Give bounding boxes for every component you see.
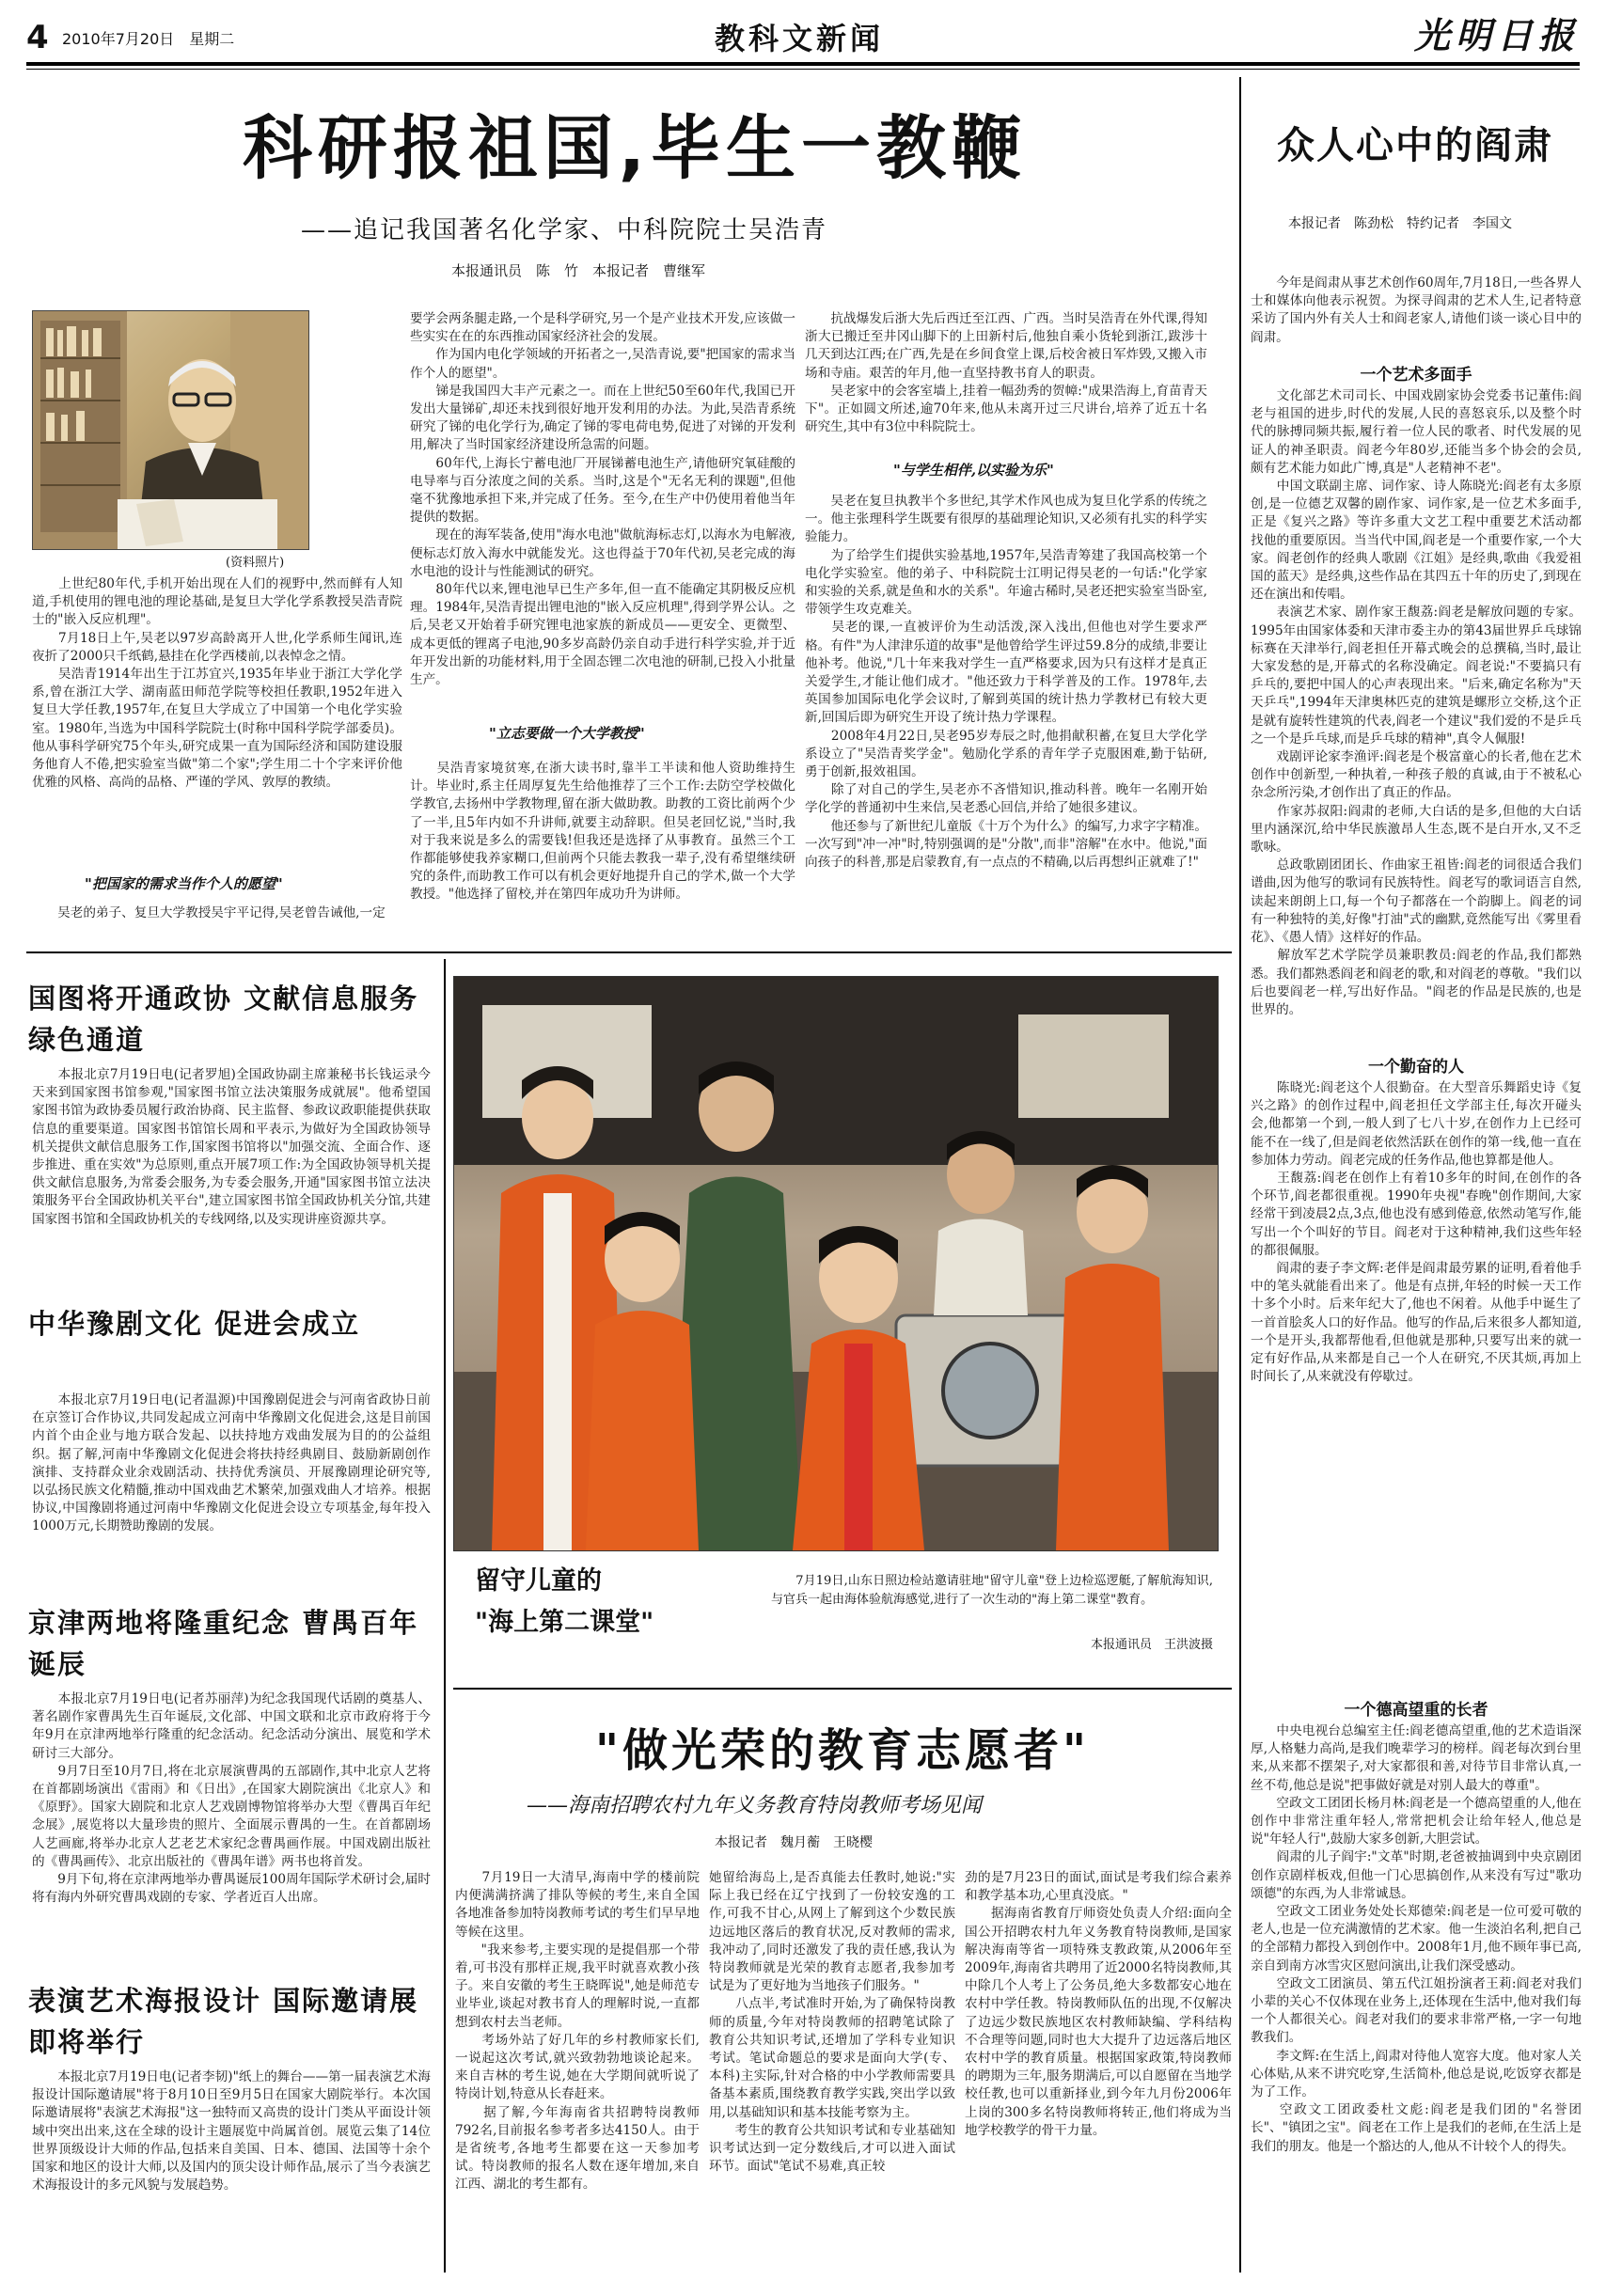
education-column-2: 她留给海岛上,是否真能去任教时,她说:"实际上我已经在辽宁找到了一份较安逸的工作,可我不甘心,从网上了解到这个少数民族边远地区落后的教育状况,反对教师的需求,我冲动了,同时还激发了我的责任感,我认为特岗教师就是光荣的教育志愿者,我参加考试是为了更好地为当地孩子们服务。" 八点半,考试准时开始,为了确保特岗教师的质量,今年对特岗教师的招聘笔试除了教育公共知识考试,还增加了学科专业知识考试。笔试命题总的要求是面向大学(专、本科)主实际,针对合格的中小学教师需要具备基本素质,围绕教育教学实践,突出学以致用,以基础知识和基本技能考察为主。 考生的教育公共知识考试和专业基础知识考试达到一定分数线后,才可以进入面试环节。面试"笔试不易难,真正较 (709, 1870, 955, 2175)
header-rule-thick (26, 62, 1580, 66)
lead-column-2b: 吴浩青家境贫寒,在浙大读书时,靠半工半读和他人资助维持生计。毕业时,系主任周厚复先生给他推荐了三个工作:去防空学校做化学教官,去扬州中学教物理,留在浙大做助教。助教的工资比前两个少了一半,且5年内如不升讲师,就要主动辞职。但吴老回忆说,"当时,我对于我来说是多么的需要钱!但我还是选择了从事教育。虽然三个工作都能够使我养家糊口,但前两个只能去教我一辈子,没有希望继续研究的条件,而助教工作可以有机会更好地提升自己的学术,做一个大学教授。"他选择了留校,并在第四年成功升为讲师。 (410, 761, 795, 903)
scientist-illustration (33, 311, 308, 549)
right-section-2-title: 一个勤奋的人 (1368, 1058, 1464, 1077)
brief-3-headline: 京津两地将隆重纪念 曹禺百年诞辰 (28, 1607, 419, 1680)
education-column-3: 劲的是7月23日的面试,面试是考我们综合素养和教学基本功,心里真没底。" 据海南省教育厅师资处负责人介绍:面向全国公开招聘农村九年义务教育特岗教师,是国家解决海南等省一项特殊支教政策,从2006年至2009年,海南省共聘用了近2000名特岗教师,其中除几个人考上了公务员,绝大多数都安心地在农村中学任教。特岗教师队伍的出现,不仅解决了边远少数民族地区农村教师缺编、学科结构不合理等问题,同时也大大提升了边远落后地区农村中学的教育质量。根据国家政策,特岗教师的聘期为三年,服务期满后,可以自愿留在当地学校任教,也可以重新择业,到今年九月份2006年上岗的300多名特岗教师将转正,他们将成为当地学校教学的骨干力量。 (965, 1870, 1232, 2138)
right-section-1: 文化部艺术司司长、中国戏剧家协会党委书记董伟:阎老与祖国的进步,时代的发展,人民的喜怒哀乐,以及整个时代的脉搏同频共振,履行着一位人民的歌者、时代发展的见证人的神圣职责。阎老今年80岁,还能当多个协会的会员,颇有艺术能力如此广博,真是"人老精神不老"。 中国文联副主席、词作家、诗人陈晓光:阎老有太多原创,是一位德艺双馨的剧作家、词作家,是一位艺术多面手,正是《复兴之路》等许多重大文艺工程中重要艺术活动都找他的重要原因。当当代中国,阎老是一个重要作家,一个大家。阎老创作的经典人歌剧《江姐》是经典,歌曲《我爱祖国的蓝天》是经典,这些作品在其四五十年的历史了,到现在还在演出和传唱。 表演艺术家、剧作家王馥荔:阎老是解放问题的专家。1995年由国家体委和天津市委主办的第43届世界乒乓球锦标赛在天津举行,阎老担任开幕式晚会的总撰稿,当时,最让大家发愁的是,开幕式的名称没确定。阎老说:"不要搞只有乒乓的,要把中国人的心声表现出来。"后来,确定名称为"天天乒乓",1994年天津奥林匹克的建筑是螺形立交桥,这个正是就有旋转性建筑的代表,阎老一个建议"我们爱的不是乒乓之一个是乒乓球,而是乒乓球的精神",真令人佩服! 戏剧评论家李渔评:阎老是个极富童心的长者,他在艺术创作中创新型,一种执着,一种孩子般的真诚,由于不被私心杂念所污染,才创作出了真正的作品。 作家苏叔阳:阎肃的老师,大白话的是多,但他的大白话里内涵深沉,给中华民族激昂人生态,既不是白开水,又不乏歌咏。 总政歌剧团团长、作曲家王祖皆:阎老的词很适合我们谱曲,因为他写的歌词有民族特性。阎老写的歌词语言自然,读起来朗朗上口,每一个句子都落在一个韵脚上。阎老的词有一种独特的美,好像"打油"式的幽默,竟然能写出《雾里看花》、《愚人情》这样好的作品。 解放军艺术学院学员兼职教员:阎老的作品,我们都熟悉。我们都熟悉阎老和阎老的歌,和对阎老的尊敬。"我们以后也要阎老一样,写出好作品。"阎老的作品是民族的,也是世界的。 (1251, 388, 1582, 1017)
photo-feature-title: 留守儿童的 "海上第二课堂" (475, 1566, 654, 1637)
education-byline: 本报记者 魏月蘅 王晓樱 (715, 1835, 873, 1850)
lead-headline: 科研报祖国,毕生一教鞭 (242, 108, 1028, 189)
header-rule-thin (26, 69, 1580, 70)
brief-4-headline: 表演艺术海报设计 国际邀请展即将举行 (28, 1985, 419, 2058)
right-intro: 今年是阎肃从事艺术创作60周年,7月18日,一些各界人士和媒体向他表示祝贺。为探寻阎肃的艺术人生,记者特意采访了国内外有关人士和阎老家人,请他们谈一谈心目中的阎肃。 (1251, 275, 1582, 345)
lead-byline: 本报通讯员 陈 竹 本报记者 曹继军 (451, 262, 706, 279)
right-byline: 本报记者 陈劲松 特约记者 李国文 (1288, 216, 1512, 231)
right-section-2: 陈晓光:阎老这个人很勤奋。在大型音乐舞蹈史诗《复兴之路》的创作过程中,阎老担任文学部主任,每次开碰头会,他都第一个到,一般人到了七八十岁,在创作力上已经可能不在一线了,但是阎老依然活跃在创作的第一线,他一直在参加体力劳动。阎老完成的任务作品,他也算都是他人。 王馥荔:阎老在创作上有着10多年的时间,在创作的各个环节,阎老都很重视。1990年央视"春晚"创作期间,大家经常干到凌晨2点,3点,他也没有感到倦意,依然动笔写作,能写出一个个叫好的节目。阎老对于这种精神,我们这些年轻的都很佩服。 阎肃的妻子李文辉:老伴是阎肃最劳累的证明,看着他手中的笔头就能看出来了。他是有点拼,年轻的时候一天工作十多个小时。后来年纪大了,他也不闲着。从他手中诞生了一首首脍炙人口的好作品。他写的作品,后来很多人都知道,一个是开头,我都帮他看,但他就是那种,只要写出来的就一定有好作品,从来都是自己一个人在研究,不厌其烦,再加上时间长了,从来就没有停歇过。 (1251, 1080, 1582, 1385)
left-column-divider (444, 959, 446, 2272)
lead-subhead-1: "把国家的需求当作个人的愿望" (85, 875, 283, 892)
lead-column-1b: 吴老的弟子、复旦大学教授吴宇平记得,吴老曾告诫他,一定 (32, 905, 386, 920)
education-headline: "做光荣的教育志愿者" (594, 1724, 1091, 1777)
lead-bottom-rule (26, 951, 1232, 953)
education-column-1: 7月19日一大清早,海南中学的楼前院内便满满挤满了排队等候的考生,来自全国各地准备参加特岗教师考试的考生们早早地等候在这里。 "我来参考,主要实现的是提倡那一个带着,可书没有那样正规,我平时就喜欢教小孩子。来自安徽的考生王晓晖说",她是师范专业毕业,谈起对教书育人的理解时说,一直都想到农村去当老师。 考场外站了好几年的乡村教师家长们,一说起这次考试,就兴致勃勃地谈论起来。来自吉林的考生说,她在大学期间就听说了特岗计划,特意从长春赶来。 据了解,今年海南省共招聘特岗教师792名,目前报名参考者多达4150人。由于是省统考,各地考生都要在这一天参加考试。特岗教师的报名人数在逐年增加,来自江西、湖北的考生都有。 (455, 1870, 700, 2193)
brief-1-body: 本报北京7月19日电(记者罗旭)全国政协副主席兼秘书长钱运录今天来到国家图书馆参观,"国家图书馆立法决策服务成就展"。他希望国家图书馆为政协委员履行政治协商、民主监督、参政议政职能提供获取信息的重要渠道。国家图书馆馆长周和平表示,为做好为全国政协领导机关提供文献信息服务工作,国家图书馆将以"加强交流、全面合作、逐步推进、重在实效"为总原则,重点开展7项工作:为全国政协领导机关提供文献信息服务,为常委会服务,为专委会服务,开通"国家图书馆立法决策服务平台全国政协机关平台",建立国家图书馆全国政协机关分馆,共建国家图书馆和全国政协机关的专线网络,以及实现讲座资源共享。 (32, 1067, 431, 1227)
lead-subtitle: ——追记我国著名化学家、中科院院士吴浩青 (301, 216, 828, 244)
section-name: 教科文新闻 (714, 21, 884, 56)
right-headline: 众人心中的阎肃 (1277, 123, 1553, 167)
brief-1-headline: 国图将开通政协 文献信息服务绿色通道 (28, 983, 419, 1056)
issue-date: 2010年7月20日 星期二 (62, 30, 235, 48)
brief-3-body: 本报北京7月19日电(记者苏丽萍)为纪念我国现代话剧的奠基人、著名剧作家曹禺先生百年诞辰,文化部、中国文联和北京市政府将于今年9月在京津两地举行隆重的纪念活动。纪念活动分演出、展览和学术研讨三大部分。 9月7日至10月7日,将在北京展演曹禺的五部剧作,其中北京人艺将在首都剧场演出《雷雨》和《日出》,在国家大剧院演出《北京人》和《原野》。国家大剧院和北京人艺戏剧博物馆将举办大型《曹禺百年纪念展》,展览将以大量珍贵的照片、全面展示曹禺的一生。在首都剧场人艺画廊,将举办北京人艺老艺术家纪念曹禺画作展。中国戏剧出版社的《曹禺画传》、北京出版社的《曹禺年谱》两书也将首发。 9月下旬,将在京津两地举办曹禺诞辰100周年国际学术研讨会,届时将有海内外研究曹禺戏剧的专家、学者近百人出席。 (32, 1691, 431, 1906)
brief-2-headline: 中华豫剧文化 促进会成立 (28, 1308, 361, 1340)
photo-feature-credit: 本报通讯员 王洪波摄 (1090, 1638, 1213, 1652)
education-subtitle: ——海南招聘农村九年义务教育特岗教师考场见闻 (527, 1794, 983, 1817)
lead-subhead-3: "与学生相伴,以实验为乐" (893, 462, 1054, 479)
photo-feature-caption: 7月19日,山东日照边检站邀请驻地"留守儿童"登上边检巡逻艇,了解航海知识,与官兵一起由海体验航海感觉,进行了一次生动的"海上第二课堂"教育。 (771, 1574, 1213, 1607)
lead-column-2: 要学会两条腿走路,一个是科学研究,另一个是产业技术开发,应该做一些实实在在的东西推动国家经济社会的发展。 作为国内电化学领域的开拓者之一,吴浩青说,要"把国家的需求当作个人的愿望"。 锑是我国四大丰产元素之一。而在上世纪50至60年代,我国已开发出大量锑矿,却还未找到很好地开发利用的办法。为此,吴浩青系统研究了锑的电化学行为,确定了锑的零电荷电势,促进了对锑的开发利用,解决了当时国家经济建设所急需的问题。 60年代,上海长宁蓄电池厂开展锑蓄电池生产,请他研究氧硅酸的电导率与百分浓度之间的关系。当时,这是个"无名无利的课题",但他毫不犹豫地承担下来,并完成了任务。至今,在生产中仍使用着他当年提供的数据。 现在的海军装备,使用"海水电池"做航海标志灯,以海水为电解液,便标志灯放入海水中就能发光。这也得益于70年代初,吴老完成的海水电池的设计与性能测试的研究。 80年代以来,锂电池早已生产多年,但一直不能确定其阴极反应机理。1984年,吴浩青提出锂电池的"嵌入反应机理",得到学界公认。之后,吴老又开始着手研究锂电池家族的新成员——更安全、更微型、成本更低的锂离子电池,90多岁高龄仍亲自动手进行科学实验,并于近年开发出新的功能材料,用于全固态锂二次电池的研制,已投入小批量生产。 (410, 311, 795, 688)
right-column-divider (1239, 77, 1241, 2272)
paper-logo: 光明日报 (1413, 14, 1580, 56)
photo-caption: (资料照片) (226, 556, 285, 570)
photo-bottom-rule (453, 1688, 1232, 1690)
children-boat-photo (453, 976, 1219, 1551)
scientist-photo (32, 310, 309, 550)
boat-scene-illustration (454, 977, 1218, 1550)
lead-column-3b: 吴老在复旦执教半个多世纪,其学术作风也成为复旦化学系的传统之一。他主张理科学生既要有很厚的基础理论知识,又必须有扎实的科学实验能力。 为了给学生们提供实验基地,1957年,吴浩青筹建了我国高校第一个电化学实验室。他的弟子、中科院院士江明记得吴老的一句话:"化学家和实验的关系,就是鱼和水的关系"。年逾古稀时,吴老还把实验室当卧室,带领学生攻克难关。 吴老的课,一直被评价为生动活泼,深入浅出,但他也对学生要求严格。有件"为人津津乐道的故事"是他曾给学生评过59.8分的成绩,非要让他补考。他说,"几十年来我对学生一直严格要求,因为只有这样才是真正关爱学生,才能让他们成才。"他还致力于科学普及的工作。1978年,去英国参加国际电化学会议时,了解到英国的统计热力学教材已有较大更新,回国后即为研究生开设了统计热力学课程。 2008年4月22日,吴老95岁寿辰之时,他捐献积蓄,在复旦大学化学系设立了"吴浩青奖学金"。勉励化学系的青年学子克服困难,勤于钻研,勇于创新,报效祖国。 除了对自己的学生,吴老亦不吝惜知识,推动科普。晚年一名刚开始学化学的普通初中生来信,吴老悉心回信,并给了她很多建议。 他还参与了新世纪儿童版《十万个为什么》的编写,力求字字精准。一次写到"冲一冲"时,特别强调的是"分散",而非"溶解"在水中。他说,"面向孩子的科普,那是启蒙教育,有一点点的不精确,以后再想纠正就难了!" (805, 494, 1207, 871)
lead-column-1: 上世纪80年代,手机开始出现在人们的视野中,然而鲜有人知道,手机使用的锂电池的理论基础,是复旦大学化学系教授吴浩青院士的"嵌入反应机理"。 7月18日上午,吴老以97岁高龄离开人世,化学系师生闻讯,连夜折了2000只千纸鹤,悬挂在化学西楼前,以表悼念之情。 吴浩青1914年出生于江苏宜兴,1935年毕业于浙江大学化学系,曾在浙江大学、湖南蓝田师范学院等校担任教职,1952年进入复旦大学任教,1957年,在复旦大学成立了中国第一个电化学实验室。1980年,当选为中国科学院院士(时称中国科学院学部委员)。他从事科学研究75个年头,研究成果一直为国际经济和国防建设服务他育人不倦,把实验室当做"第二个家";学生用二十个字来评价他优雅的风格、高尚的品格、严谨的学风、敦厚的教绩。 (32, 576, 402, 791)
brief-2-body: 本报北京7月19日电(记者温源)中国豫剧促进会与河南省政协日前在京签订合作协议,共同发起成立河南中华豫剧文化促进会,这是目前国内首个由企业与地方联合发起、以扶持地方戏曲发展为目的的公益组织。据了解,河南中华豫剧文化促进会将扶持经典剧目、鼓励新剧创作演排、支持群众业余戏剧活动、扶持优秀演员、开展豫剧理论研究等,以弘扬民族文化精髓,推动中国戏曲艺术繁荣,加强戏曲人才培养。根据协议,中国豫剧将通过河南中华豫剧文化促进会设立专项基金,每年投入1000万元,长期赞助豫剧的发展。 (32, 1392, 431, 1534)
brief-4-body: 本报北京7月19日电(记者李韧)"纸上的舞台——第一届表演艺术海报设计国际邀请展"将于8月10日至9月5日在国家大剧院举行。本次国际邀请展将"表演艺术海报"这一独特而又高贵的设计门类从平面设计领域中突出出来,这在全球的设计主题展览中尚属首创。展览云集了14位世界顶级设计大师的作品,包括来自美国、日本、德国、法国等十余个国家和地区的设计大师,以及国内的顶尖设计师作品,展示了当今表演艺术海报设计的多元风貌与发展趋势。 (32, 2069, 431, 2194)
lead-column-3: 抗战爆发后浙大先后西迁至江西、广西。当时吴浩青在外代课,得知浙大已搬迁至井冈山脚下的上田新村后,他独自乘小货轮到浙江,跋涉十几天到达江西;在广西,先是在乡间食堂上课,后校舍被日军炸毁,又搬入市场和寺庙。艰苦的年月,他一直坚持教书育人的职责。 吴老家中的会客室墙上,挂着一幅劲秀的贺幛:"成果浩海上,育苗青天下"。正如圆文所述,逾70年来,他从未离开过三尺讲台,培养了近五十名研究生,其中有3位中科院院士。 (805, 311, 1207, 435)
right-section-3: 中央电视台总编室主任:阎老德高望重,他的艺术造诣深厚,人格魅力高尚,是我们晚辈学习的榜样。阎老每次到台里来,从来都不摆架子,对大家都很和善,对待节目非常认真,一丝不苟,他总是说"把事做好就是对别人最大的尊重"。 空政文工团团长杨月林:阎老是一个德高望重的人,他在创作中非常注重年轻人,常常把机会让给年轻人,他总是说"年轻人行",鼓励大家多创新,大胆尝试。 阎肃的儿子阎宇:"文革"时期,老爸被抽调到中央京剧团创作京剧样板戏,但他一门心思搞创作,从来没有写过"歌功颂德"的东西,为人非常诚恳。 空政文工团业务处处长郑德荣:阎老是一位可爱可敬的老人,也是一位充满激情的艺术家。他一生淡泊名利,把自己的全部精力都投入到创作中。2008年1月,他不顾年事已高,亲自到南方冰雪灾区慰问演出,让我们深受感动。 空政文工团演员、第五代江姐扮演者王莉:阎老对我们小辈的关心不仅体现在业务上,还体现在生活中,他对我们每一个人都很关心。阎老对我们的要求非常严格,一字一句地教我们。 李文辉:在生活上,阎肃对待他人宽容大度。他对家人关心体贴,从来不讲究吃穿,生活简朴,他总是说,吃饭穿衣都是为了工作。 空政文工团政委杜文彪:阎老是我们团的"名誉团长"、"镇团之宝"。阎老在工作上是我们的老师,在生活上是我们的朋友。他是一个豁达的人,他从不计较个人的得失。 (1251, 1723, 1582, 2154)
page-number: 4 (26, 19, 49, 56)
right-section-3-title: 一个德高望重的长者 (1344, 1701, 1488, 1720)
right-section-1-title: 一个艺术多面手 (1360, 366, 1472, 385)
lead-subhead-2: "立志要做一个大学教授" (489, 725, 645, 742)
